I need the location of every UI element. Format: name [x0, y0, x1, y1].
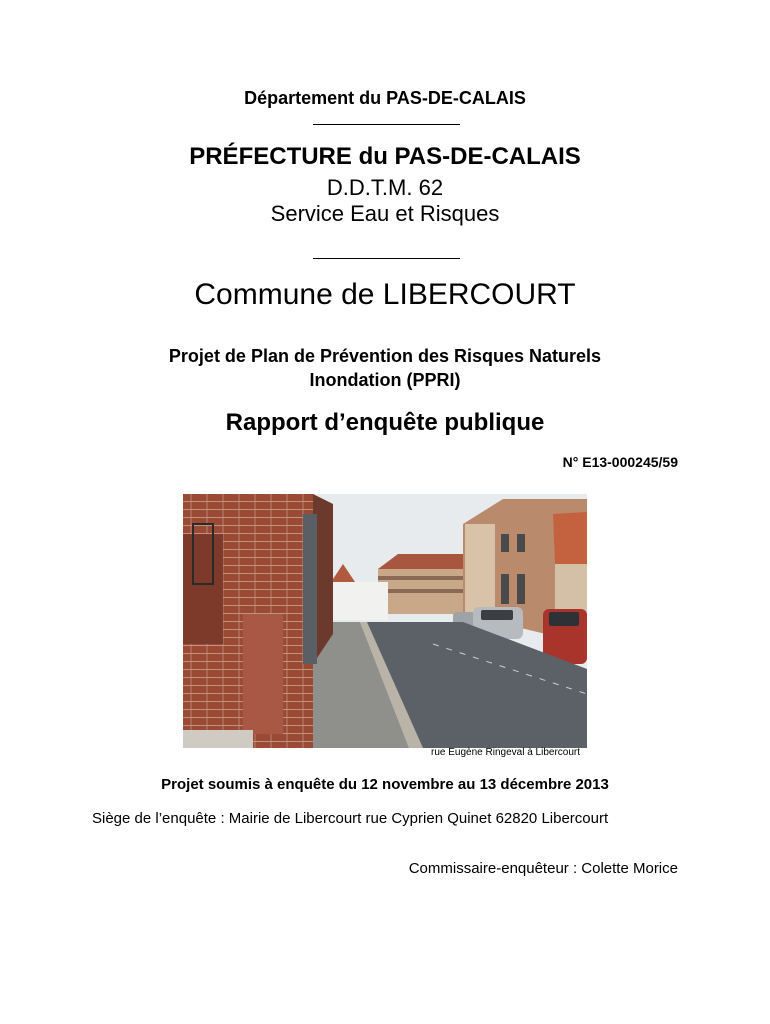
- commune-title: Commune de LIBERCOURT: [194, 278, 576, 311]
- report-title: Rapport d’enquête publique: [225, 409, 545, 436]
- commissioner-line: Commissaire-enquêteur : Colette Morice: [408, 860, 678, 877]
- prefecture-heading: PRÉFECTURE du PAS-DE-CALAIS: [189, 143, 581, 170]
- report-number: N° E13-000245/59: [562, 454, 678, 470]
- divider-rule: [313, 258, 460, 259]
- inquiry-period: Projet soumis à enquête du 12 novembre au 13 décembre 2013: [161, 776, 609, 793]
- inquiry-seat: Siège de l’enquête : Mairie de Libercourt rue Cyprien Quinet 62820 Libercourt: [92, 810, 609, 827]
- project-title-line2: Inondation (PPRI): [309, 370, 461, 390]
- photo-caption: rue Eugène Ringeval à Libercourt: [431, 747, 580, 758]
- ddtm-label: D.D.T.M. 62: [326, 175, 444, 200]
- project-title-line1: Projet de Plan de Prévention des Risques Naturels: [168, 346, 602, 366]
- divider-rule: [313, 124, 460, 125]
- street-photo: [183, 494, 587, 748]
- department-heading: Département du PAS-DE-CALAIS: [244, 88, 526, 108]
- service-label: Service Eau et Risques: [270, 201, 500, 226]
